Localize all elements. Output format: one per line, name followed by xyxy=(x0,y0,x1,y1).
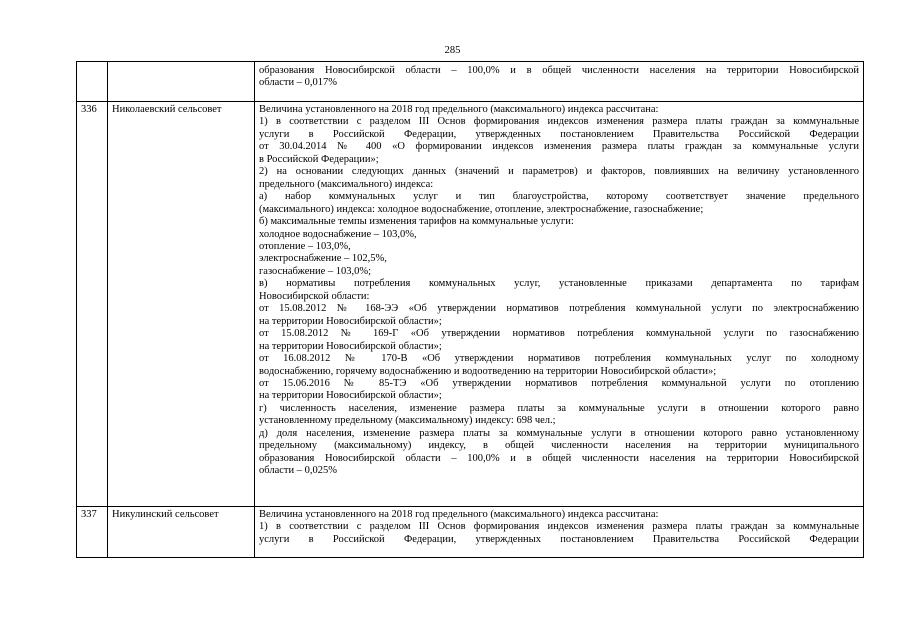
indices-table xyxy=(76,61,864,558)
description-line: д) доля населения, изменение размера платы за коммунальные услуги в отношении которого равно установленному xyxy=(259,427,859,439)
table-row xyxy=(77,507,864,558)
municipality-name-cell xyxy=(108,62,255,102)
description-line: г) численность населения, изменение размера платы за коммунальные услуги в отношении которого равно xyxy=(259,402,859,414)
row-number-cell xyxy=(77,62,108,102)
row-number-cell: 337 xyxy=(77,507,108,558)
index-description-cell xyxy=(255,507,864,558)
description-line: предельного (максимального) индекса: xyxy=(259,178,434,190)
description-line: от 15.08.2012 № 168-ЭЭ «Об утверждении нормативов потребления коммунальной услуги по электроснабжению xyxy=(259,303,859,315)
description-line: от 15.08.2012 № 169-Г «Об утверждении нормативов потребления коммунальной услуги по газоснабжению xyxy=(259,328,859,340)
municipality-name-cell: Никулинский сельсовет xyxy=(108,507,255,558)
table-row xyxy=(77,62,864,102)
description-line: 2) на основании следующих данных (значений и параметров) и факторов, повлиявших на величину установленного xyxy=(259,166,859,178)
description-line: отопление – 103,0%, xyxy=(259,240,351,252)
description-line: области – 0,017% xyxy=(259,77,337,89)
description-line: Новосибирской области: xyxy=(259,290,370,302)
description-line: Величина установленного на 2018 год предельного (максимального) индекса рассчитана: xyxy=(259,509,659,520)
description-line: электроснабжение – 102,5%, xyxy=(259,253,387,265)
municipality-name-cell: Николаевский сельсовет xyxy=(108,102,255,507)
description-line: образования Новосибирской области – 100,0% и в общей численности населения на территории Новосибирской xyxy=(259,65,859,76)
description-line: образования Новосибирской области – 100,0% и в общей численности населения на территории Новосибирской xyxy=(259,452,859,464)
description-line: услуги в Российской Федерации, утвержденных постановлением Правительства Российской Федерации xyxy=(259,533,859,545)
description-line: холодное водоснабжение – 103,0%, xyxy=(259,228,417,240)
description-line: Величина установленного на 2018 год предельного (максимального) индекса рассчитана: xyxy=(259,104,659,115)
description-line: б) максимальные темпы изменения тарифов на коммунальные услуги: xyxy=(259,216,574,228)
index-description-cell xyxy=(255,62,864,102)
description-line: (максимального) индекса: холодное водоснабжение, отопление, электроснабжение, газоснабжение; xyxy=(259,203,704,215)
table-row xyxy=(77,102,864,507)
description-line: газоснабжение – 103,0%; xyxy=(259,265,372,277)
row-number-cell: 336 xyxy=(77,102,108,507)
description-line: водоснабжению, горячему водоснабжению и водоотведению на территории Новосибирской области»; xyxy=(259,365,717,377)
description-line: 1) в соответствии с разделом III Основ формирования индексов изменения размера платы граждан за коммунальные xyxy=(259,521,859,533)
description-line: услуги в Российской Федерации, утвержденных постановлением Правительства Российской Федерации xyxy=(259,128,859,140)
description-line: в Российской Федерации»; xyxy=(259,153,379,165)
description-line: на территории Новосибирской области»; xyxy=(259,340,442,352)
description-line: от 16.08.2012 № 170-В «Об утверждении нормативов потребления коммунальных услуг по холодному xyxy=(259,353,859,365)
description-line: установленному предельному (максимальному) индексу: 698 чел.; xyxy=(259,415,556,427)
description-line: области – 0,025% xyxy=(259,465,337,477)
description-line: на территории Новосибирской области»; xyxy=(259,390,442,402)
description-line: на территории Новосибирской области»; xyxy=(259,315,442,327)
description-line: 1) в соответствии с разделом III Основ формирования индексов изменения размера платы граждан за коммунальные xyxy=(259,116,859,128)
description-line: от 30.04.2014 № 400 «О формировании индексов изменения размера платы граждан за коммунальные услуги xyxy=(259,141,859,153)
description-line: от 15.06.2016 № 85-ТЭ «Об утверждении нормативов потребления коммунальной услуги по отоплению xyxy=(259,377,859,389)
description-line: а) набор коммунальных услуг и тип благоустройства, которому соответствует значение предельного xyxy=(259,191,859,203)
page-number: 285 xyxy=(444,45,461,56)
index-description-cell xyxy=(255,102,864,507)
description-line: предельному (максимальному) индексу, в общей численности населения на территории муниципального xyxy=(259,440,859,452)
description-line: в) нормативы потребления коммунальных услуг, установленные приказами департамента по тарифам xyxy=(259,278,859,290)
